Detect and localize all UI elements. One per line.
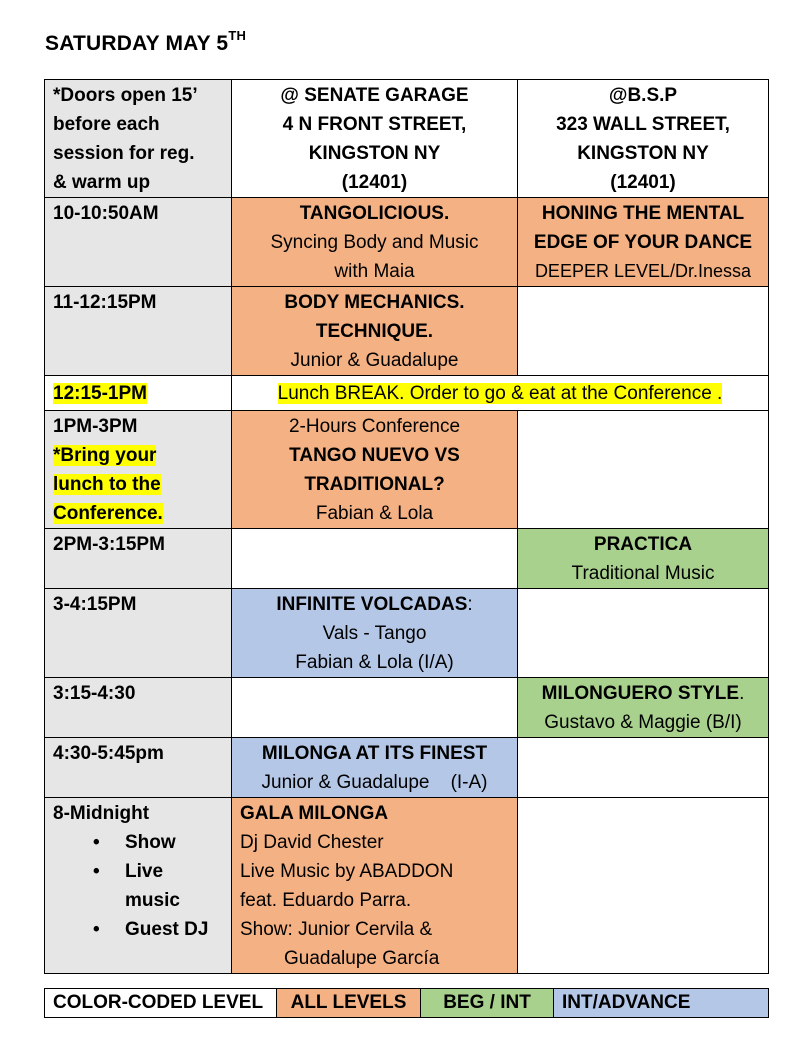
session-title: EDGE OF YOUR DANCE xyxy=(533,232,753,253)
time-label: 8-Midnight xyxy=(53,803,150,824)
lunch-row xyxy=(45,376,769,411)
time-cell: 2PM-3:15PM xyxy=(45,529,232,589)
venue-line: 4 N FRONT STREET, xyxy=(282,114,467,135)
bullet-item: • Show xyxy=(93,828,223,857)
title-period: . xyxy=(739,683,745,704)
empty-cell xyxy=(232,678,518,738)
time-cell: 3:15-4:30 xyxy=(45,678,232,738)
session-title: TECHNIQUE. xyxy=(315,321,434,342)
lunch-break-cell xyxy=(232,376,769,411)
venue-line: (12401) xyxy=(610,172,676,193)
schedule-row xyxy=(45,589,769,678)
venue-line: @B.S.P xyxy=(608,85,678,106)
legend-all-levels: ALL LEVELS xyxy=(277,989,421,1018)
schedule-row xyxy=(45,798,769,974)
session-title: PRACTICA xyxy=(593,534,693,555)
lunch-break-text: Lunch BREAK. Order to go & eat at the Conference . xyxy=(277,383,723,404)
empty-cell xyxy=(518,589,769,678)
session-title: HONING THE MENTAL xyxy=(541,203,745,224)
session-line: Traditional Music xyxy=(571,563,715,584)
session-line: Gustavo & Maggie (B/I) xyxy=(544,712,742,733)
lunch-note: *Bring your xyxy=(53,445,157,466)
session-practica xyxy=(518,529,769,589)
doors-note-cell xyxy=(45,80,232,198)
bullet-continuation xyxy=(93,886,223,915)
session-line: feat. Eduardo Parra. xyxy=(240,890,412,911)
session-line: Fabian & Lola xyxy=(315,503,434,524)
doors-note-line: *Doors open 15’ xyxy=(53,85,198,106)
title-colon: : xyxy=(467,594,473,615)
session-line: 2-Hours Conference xyxy=(288,416,461,437)
time-cell: 4:30-5:45pm xyxy=(45,738,232,798)
session-line: DEEPER LEVEL/Dr.Inessa xyxy=(534,261,752,281)
session-honing-mental-edge xyxy=(518,198,769,287)
session-line: Guadalupe García xyxy=(284,948,440,969)
time-cell: 10-10:50AM xyxy=(45,198,232,287)
session-title: INFINITE VOLCADAS xyxy=(276,594,468,615)
schedule-table xyxy=(44,79,769,974)
session-title: GALA MILONGA xyxy=(240,803,389,824)
session-line: with Maia xyxy=(334,261,415,282)
legend-label: COLOR-CODED LEVEL xyxy=(45,989,277,1018)
time-cell: 3-4:15PM xyxy=(45,589,232,678)
time-cell xyxy=(45,411,232,529)
time-label: 1PM-3PM xyxy=(53,416,138,437)
empty-cell xyxy=(518,411,769,529)
session-line: Show: Junior Cervila & xyxy=(240,919,433,940)
session-title: BODY MECHANICS. xyxy=(284,292,465,313)
session-title: TRADITIONAL? xyxy=(304,474,445,495)
lunch-time: 12:15-1PM xyxy=(53,383,147,404)
venue-line: KINGSTON NY xyxy=(577,143,709,164)
schedule-row xyxy=(45,411,769,529)
schedule-row xyxy=(45,678,769,738)
session-title: MILONGA AT ITS FINEST xyxy=(261,743,488,764)
session-title: TANGO NUEVO VS xyxy=(289,445,460,466)
session-line: Dj David Chester xyxy=(240,832,384,853)
empty-cell xyxy=(518,738,769,798)
lunch-note: lunch to the xyxy=(53,474,161,495)
header-row xyxy=(45,80,769,198)
venue-line: 323 WALL STREET, xyxy=(556,114,730,135)
session-body-mechanics xyxy=(232,287,518,376)
doors-note-line: session for reg. xyxy=(53,143,195,164)
empty-cell xyxy=(232,529,518,589)
legend-beg-int: BEG / INT xyxy=(421,989,554,1018)
venue-line: @ SENATE GARAGE xyxy=(280,85,469,106)
time-cell xyxy=(45,798,232,974)
venue-line: KINGSTON NY xyxy=(308,143,441,164)
session-line: Syncing Body and Music xyxy=(270,232,479,253)
session-tangolicious xyxy=(232,198,518,287)
time-cell: 11-12:15PM xyxy=(45,287,232,376)
lunch-note: Conference. xyxy=(53,503,163,524)
bullet-text: music xyxy=(125,890,180,911)
event-bullet-list xyxy=(53,828,223,944)
empty-cell xyxy=(518,287,769,376)
session-line: Junior & Guadalupe (I-A) xyxy=(261,772,488,793)
bullet-item: • Live xyxy=(93,857,223,886)
schedule-row xyxy=(45,738,769,798)
session-milonga-finest xyxy=(232,738,518,798)
session-line: Fabian & Lola (I/A) xyxy=(295,652,454,673)
title-suffix: TH xyxy=(228,28,247,43)
session-line: Junior & Guadalupe xyxy=(290,350,459,371)
schedule-row xyxy=(45,529,769,589)
session-tango-nuevo-conference xyxy=(232,411,518,529)
schedule-row xyxy=(45,198,769,287)
venue-senate-garage xyxy=(232,80,518,198)
doors-note-line: before each xyxy=(53,114,160,135)
time-cell-lunch xyxy=(45,376,232,411)
color-legend xyxy=(44,988,769,1018)
session-title: MILONGUERO STYLE xyxy=(541,683,740,704)
venue-line: (12401) xyxy=(341,172,408,193)
empty-cell xyxy=(518,798,769,974)
schedule-row xyxy=(45,287,769,376)
venue-bsp xyxy=(518,80,769,198)
session-title: TANGOLICIOUS. xyxy=(299,203,450,224)
page-title: SATURDAY MAY 5TH xyxy=(45,28,247,55)
session-gala-milonga xyxy=(232,798,518,974)
session-infinite-volcadas xyxy=(232,589,518,678)
legend-int-advance: INT/ADVANCE xyxy=(554,989,769,1018)
session-milonguero-style xyxy=(518,678,769,738)
session-line: Vals - Tango xyxy=(322,623,427,644)
bullet-item: • Guest DJ xyxy=(93,915,223,944)
session-line: Live Music by ABADDON xyxy=(240,861,454,882)
doors-note-line: & warm up xyxy=(53,172,151,193)
